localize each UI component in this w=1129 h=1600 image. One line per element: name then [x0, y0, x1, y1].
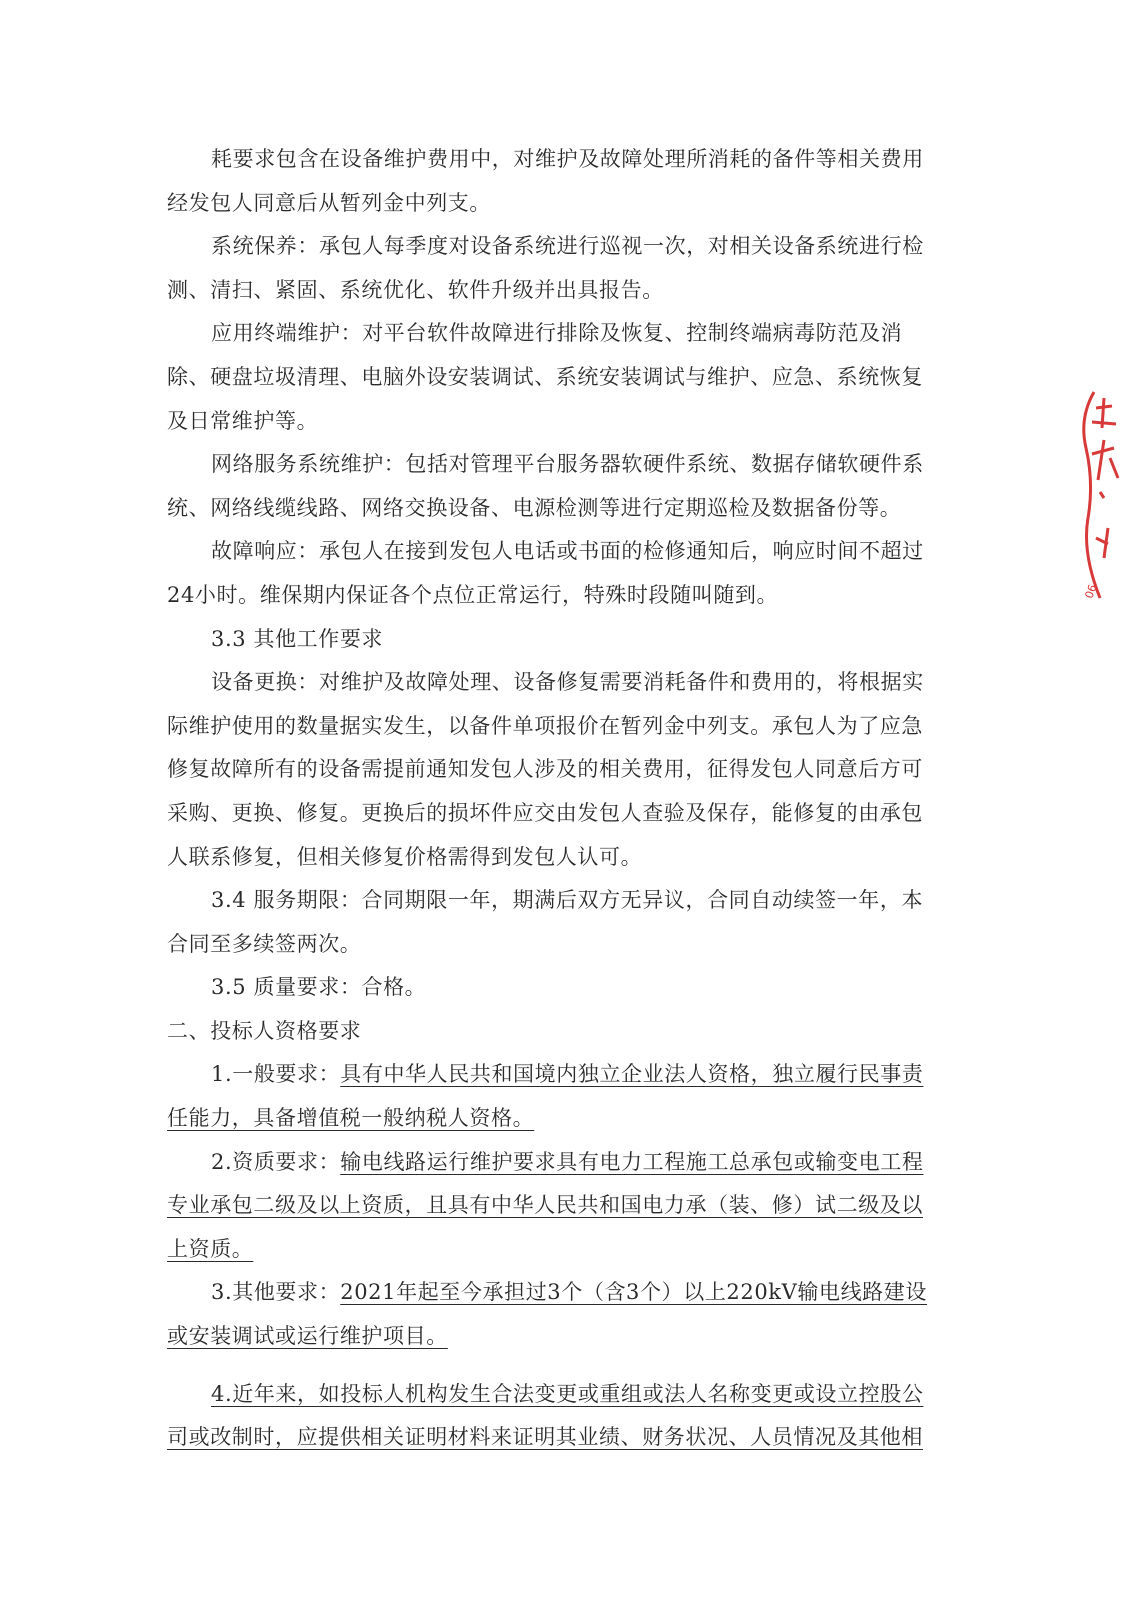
- paragraph-text: 应用终端维护：对平台软件故障进行排除及恢复、控制终端病毒防范及消除、硬盘垃圾清理、电脑外设安装调试、系统安装调试与维护、应急、系统恢复及日常维护等。: [167, 321, 923, 433]
- paragraph: [167, 618, 942, 662]
- paragraph-text: 设备更换：对维护及故障处理、设备修复需要消耗备件和费用的，将根据实际维护使用的数量据实发生，以备件单项报价在暂列金中列支。承包人为了应急修复故障所有的设备需提前通知发包人涉及的相关费用，征得发包人同意后方可采购、更换、修复。更换后的损坏件应交由发包人查验及保存，能修复的由承包人联系修复，但相关修复价格需得到发包人认可。: [167, 670, 924, 869]
- paragraph: [167, 1141, 942, 1272]
- paragraph-text: 3.4 服务期限：合同期限一年，期满后双方无异议，合同自动续签一年，本合同至多续签两次。: [167, 888, 924, 956]
- paragraph-text: 故障响应：承包人在接到发包人电话或书面的检修通知后，响应时间不超过24小时。维保期内保证各个点位正常运行，特殊时段随叫随到。: [167, 539, 924, 607]
- paragraph: [167, 1373, 942, 1460]
- paragraph: [167, 1053, 942, 1140]
- paragraph-text: 3.3 其他工作要求: [211, 626, 384, 651]
- paragraph: [167, 1010, 942, 1054]
- paragraph: [167, 1271, 942, 1358]
- paragraph-text: 网络服务系统维护：包括对管理平台服务器软硬件系统、数据存储软硬件系统、网络线缆线路、网络交换设备、电源检测等进行定期巡检及数据备份等。: [167, 452, 924, 520]
- paragraph: [167, 138, 942, 225]
- paragraph: [167, 530, 942, 617]
- paragraph-text: 3.5 质量要求：合格。: [211, 975, 427, 1000]
- paragraph: [167, 661, 942, 879]
- paragraph: [167, 443, 942, 530]
- paragraph-text: 2.资质要求：: [211, 1149, 341, 1174]
- paragraph-text: 1.一般要求：: [211, 1062, 341, 1087]
- paragraph: [167, 966, 942, 1010]
- paragraph: [167, 312, 942, 443]
- underlined-text: 输电线路运行维护要求具有电力工程施工总承包或输变电工程专业承包二级及以上资质，且具有中华人民共和国电力承（装、修）试二级及以上资质。: [167, 1149, 924, 1261]
- paragraph-text: 系统保养：承包人每季度对设备系统进行巡视一次，对相关设备系统进行检测、清扫、紧固、系统优化、软件升级并出具报告。: [167, 234, 924, 302]
- red-seal-stamp: [1074, 388, 1129, 618]
- underlined-text: 4.近年来，如投标人机构发生合法变更或重组或法人名称变更或设立控股公司或改制时，应提供相关证明材料来证明其业绩、财务状况、人员情况及其他相: [167, 1381, 924, 1450]
- paragraph-text: 3.其他要求：: [211, 1280, 341, 1305]
- underlined-text: 具有中华人民共和国境内独立企业法人资格，独立履行民事责任能力，具备增值税一般纳税人资格。: [167, 1062, 924, 1131]
- paragraph-text: 二、投标人资格要求: [167, 1018, 362, 1043]
- underlined-text: 2021年起至今承担过3个（含3个）以上220kV输电线路建设或安装调试或运行维护项目。: [167, 1280, 927, 1349]
- paragraph: [167, 225, 942, 312]
- document-body: [167, 138, 942, 1460]
- paragraph-text: 耗要求包含在设备维护费用中，对维护及故障处理所消耗的备件等相关费用经发包人同意后从暂列金中列支。: [167, 147, 924, 215]
- paragraph: [167, 879, 942, 966]
- stamp-code: 06: [1082, 582, 1100, 601]
